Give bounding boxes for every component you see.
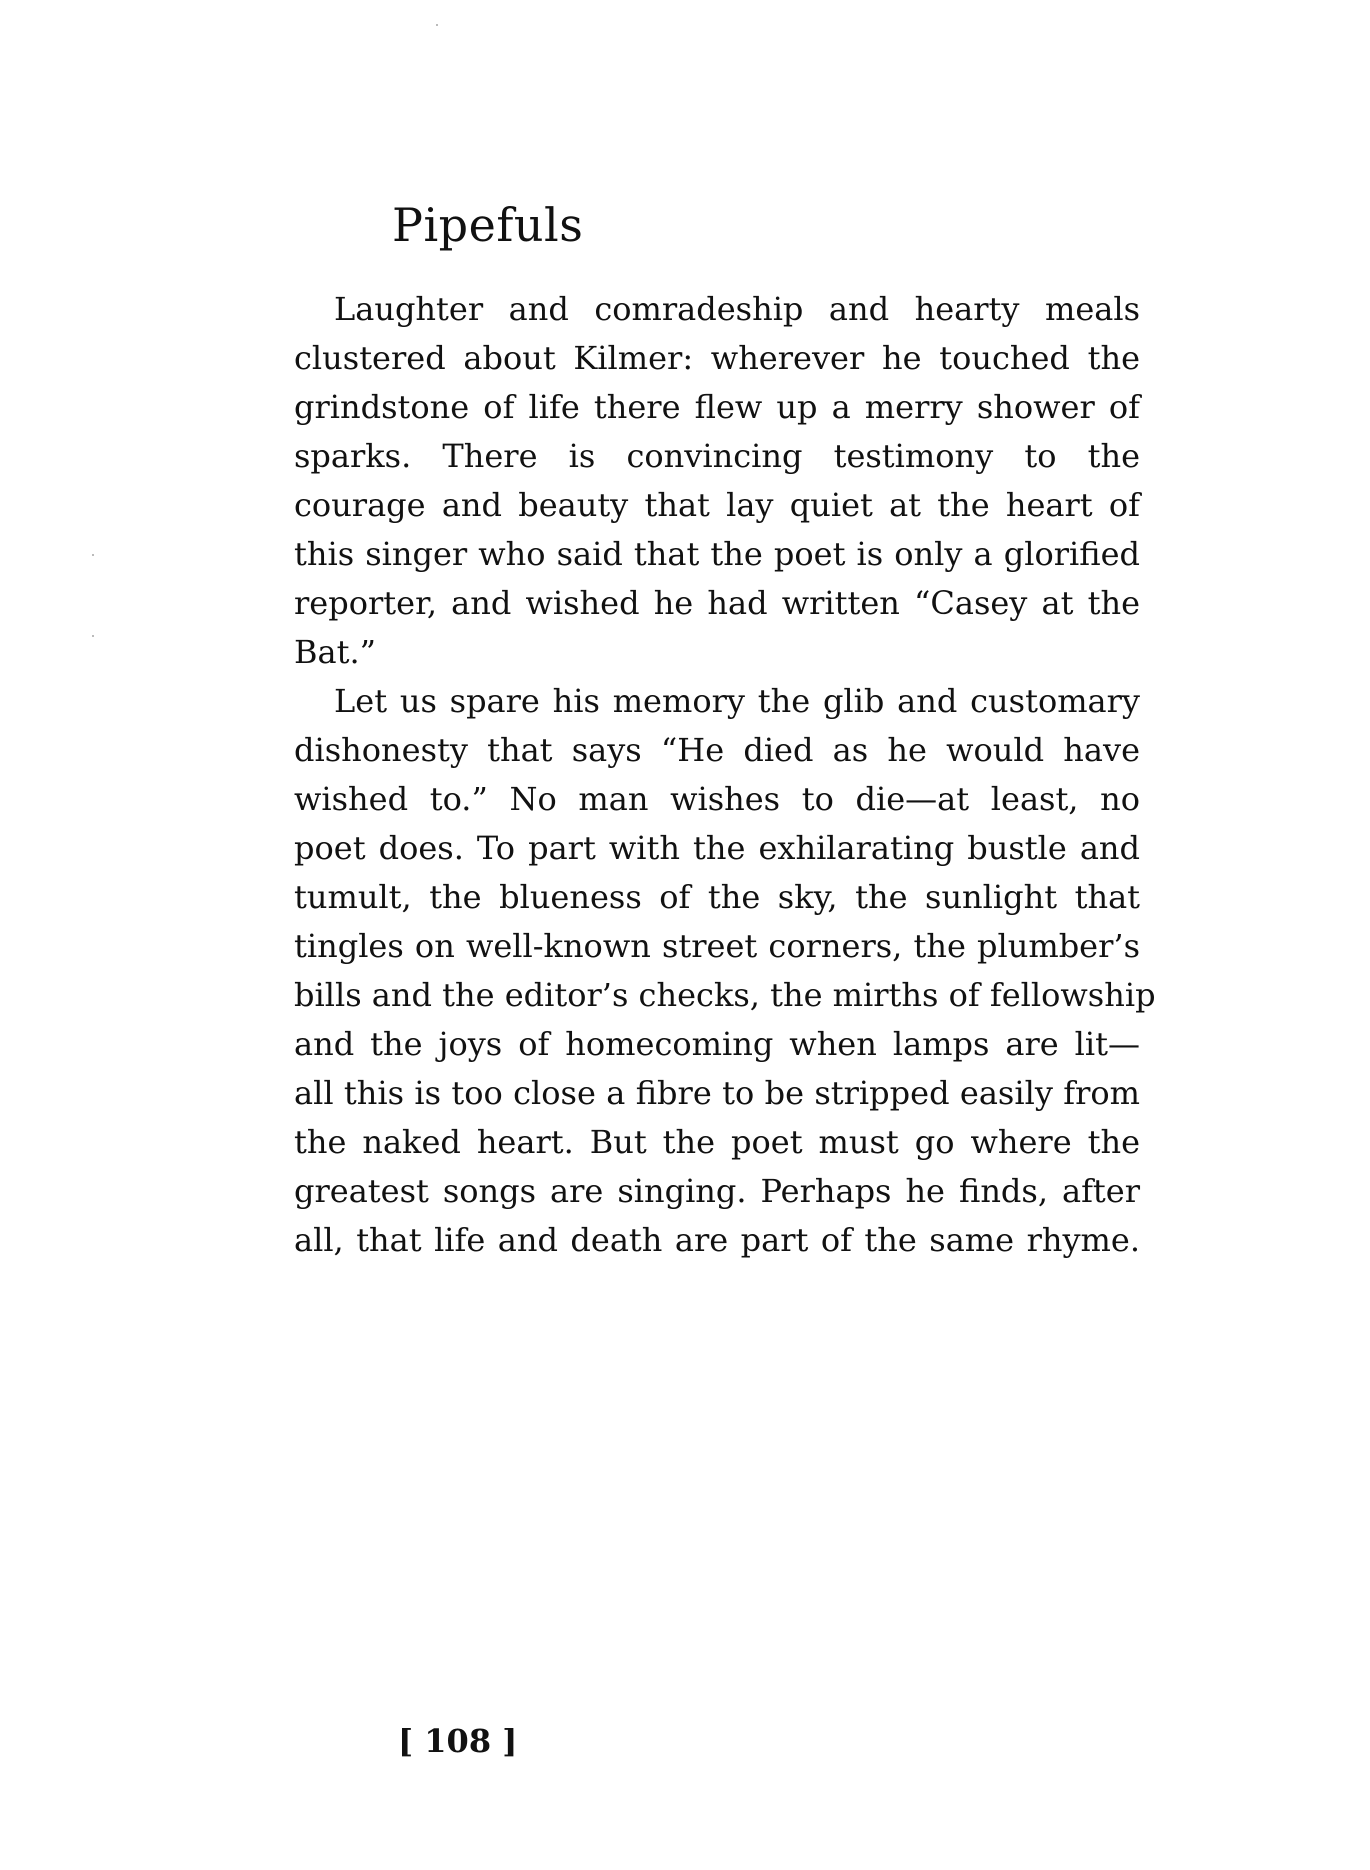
text-line: tingles on well-known street corners, the plumber’s [294,927,1140,965]
scan-speck [92,635,94,637]
chapter-title: Pipefuls [392,198,584,252]
text-line: the naked heart. But the poet must go where the [294,1123,1140,1161]
text-line: Bat.” [294,633,376,671]
text-line: all this is too close a fibre to be stripped easily from [294,1074,1140,1112]
scan-speck [436,24,438,26]
text-line: and the joys of homecoming when lamps are lit— [294,1025,1140,1063]
text-line: greatest songs are singing. Perhaps he finds, after [294,1172,1140,1210]
text-line: wished to.” No man wishes to die—at least, no [294,780,1140,818]
scan-speck [92,554,94,556]
text-line: all, that life and death are part of the same rhyme. [294,1221,1140,1259]
text-line: clustered about Kilmer: wherever he touched the [294,339,1140,377]
text-line: tumult, the blueness of the sky, the sunlight that [294,878,1140,916]
text-line: reporter, and wished he had written “Casey at the [294,584,1140,622]
body-text [294,285,1156,1265]
text-line: dishonesty that says “He died as he would have [294,731,1140,769]
page-number: [ 108 ] [398,1722,518,1760]
text-line: bills and the editor’s checks, the mirths of fellowship [294,976,1156,1014]
text-line: Laughter and comradeship and hearty meals [334,290,1140,328]
text-line: poet does. To part with the exhilarating bustle and [294,829,1140,867]
text-line: grindstone of life there flew up a merry shower of [294,388,1140,426]
text-line: courage and beauty that lay quiet at the heart of [294,486,1140,524]
text-line: sparks. There is convincing testimony to the [294,437,1140,475]
text-line: Let us spare his memory the glib and customary [334,682,1140,720]
text-line: this singer who said that the poet is only a glorified [294,535,1140,573]
